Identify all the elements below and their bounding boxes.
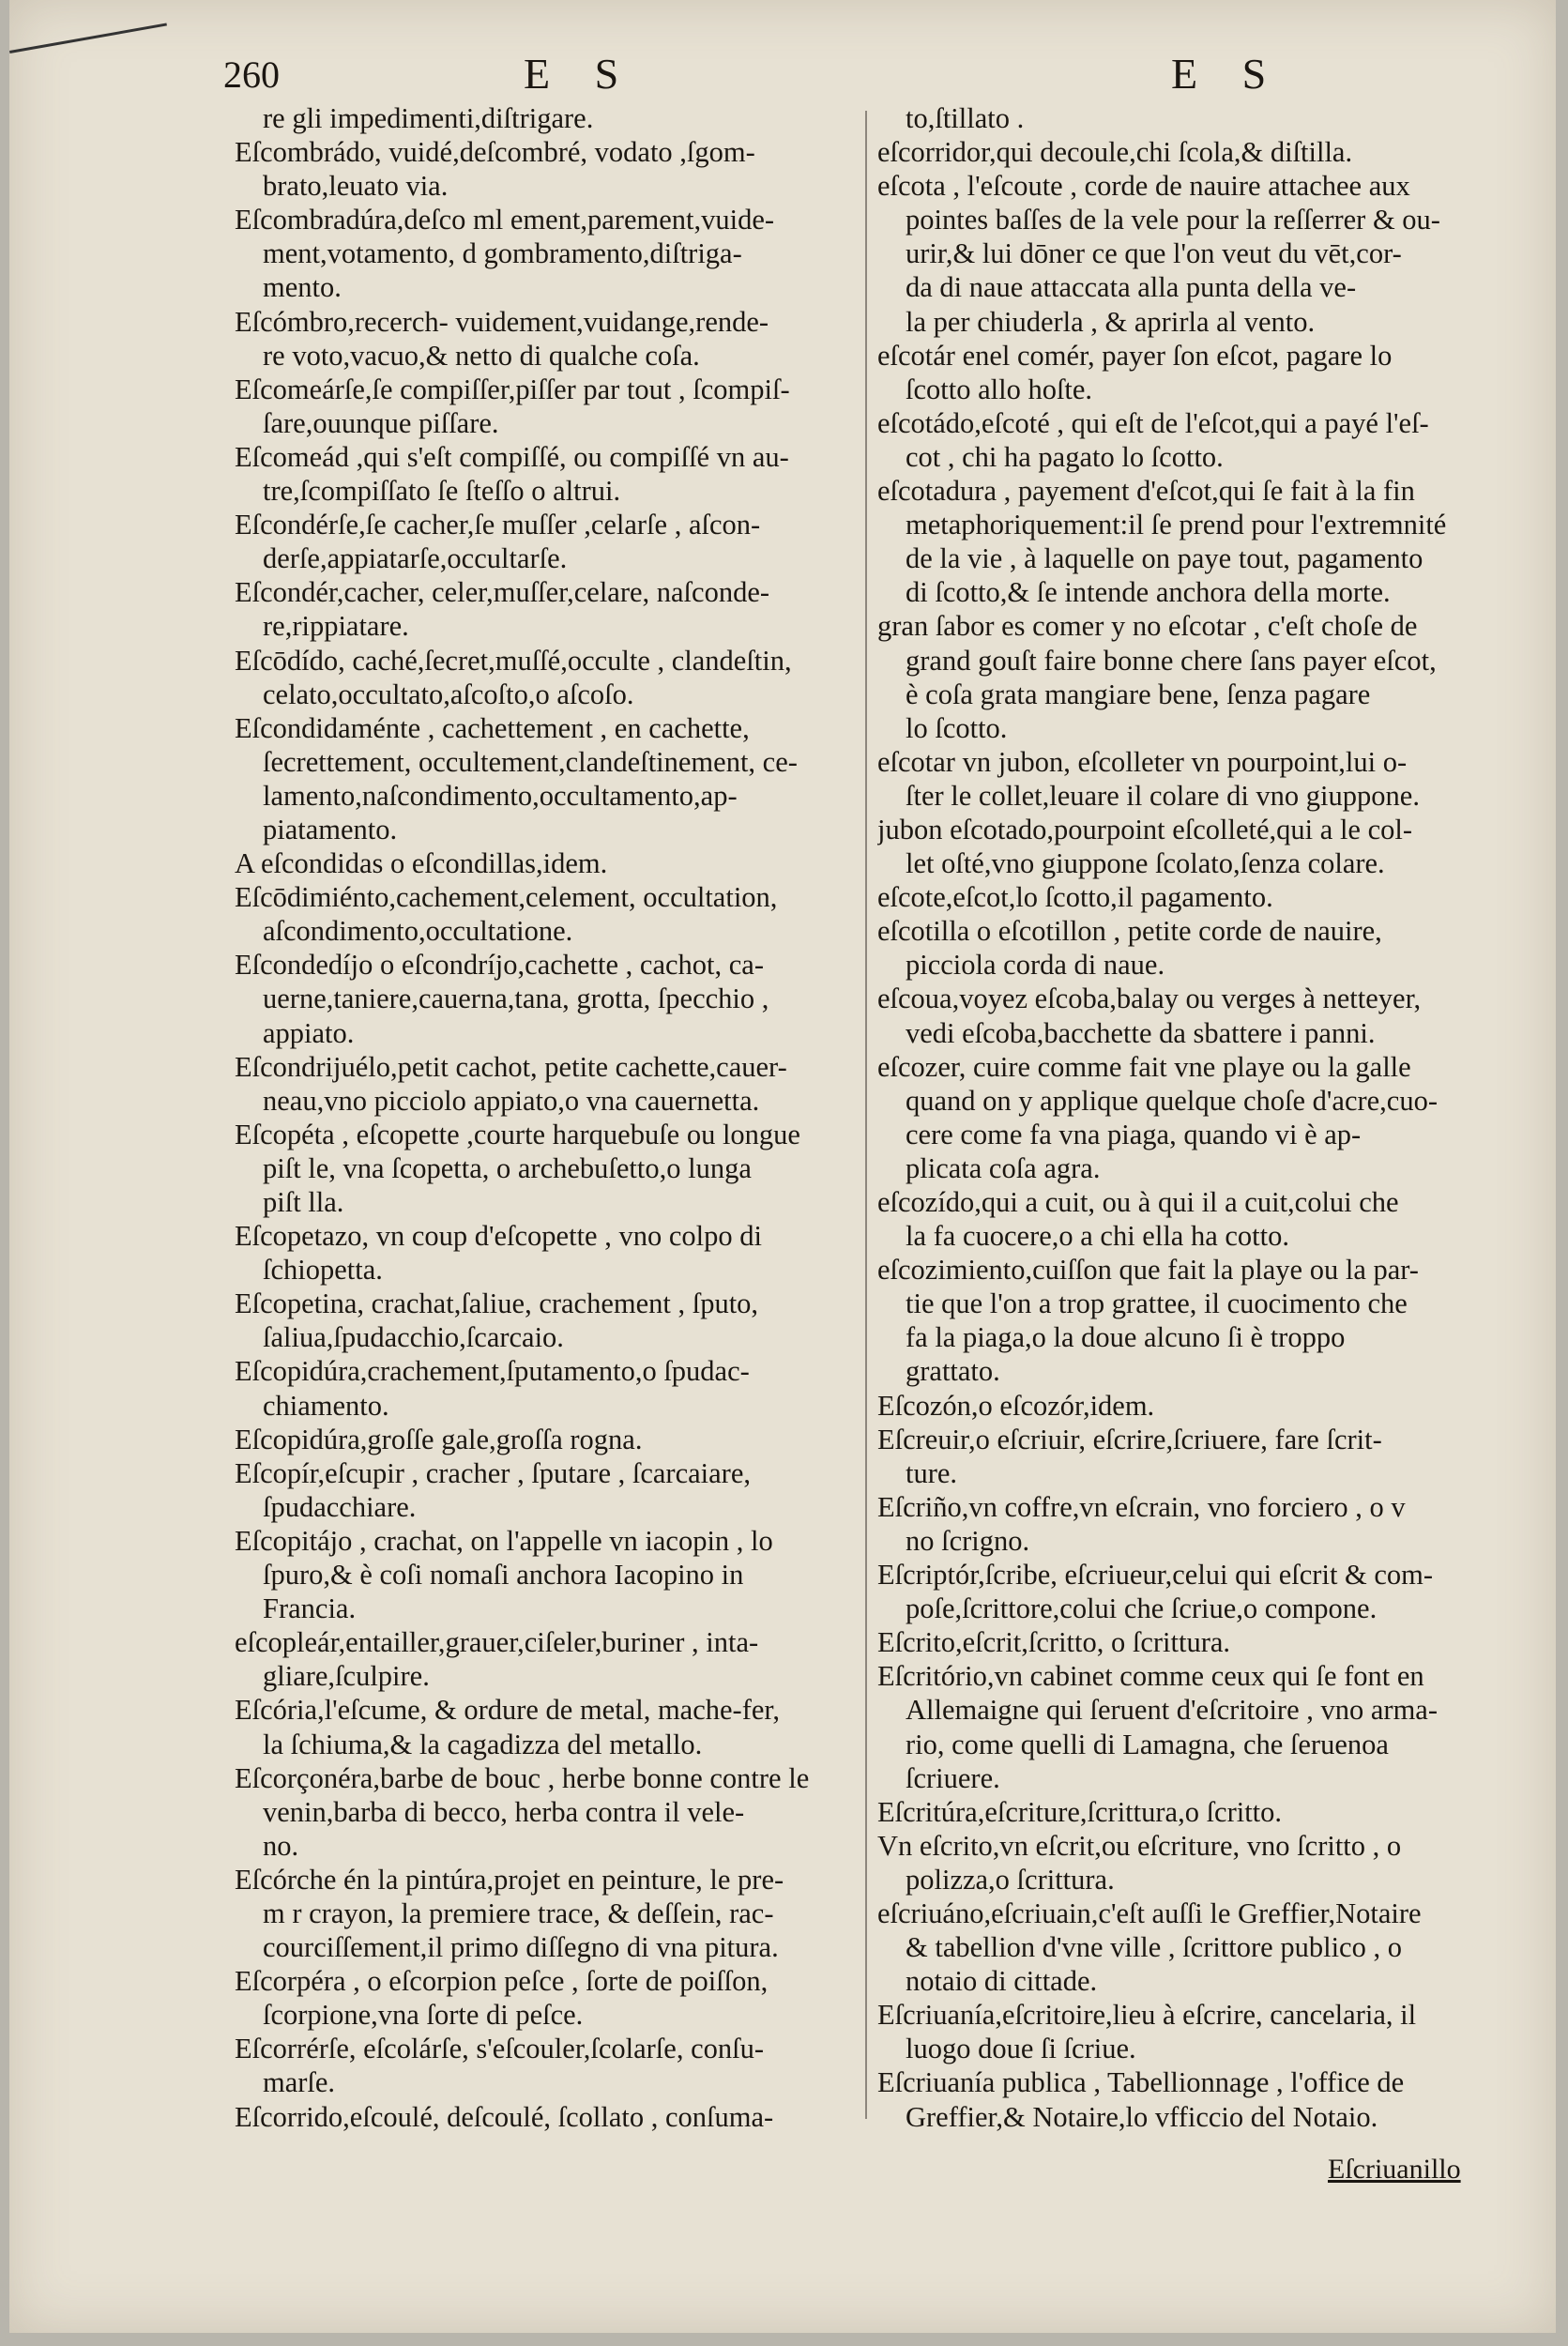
dictionary-entry (877, 339, 1506, 406)
entry-line: grand gouſt faire bonne chere ſans payer eſcot, (906, 644, 1437, 677)
entry-line: marſe. (263, 2066, 336, 2099)
entry-line: Francia. (263, 1592, 357, 1625)
entry-line: Eſcombradúra,deſco ml ement,parement,vuide- (235, 204, 775, 236)
dictionary-entry (877, 745, 1506, 813)
dictionary-entry (235, 2032, 865, 2099)
entry-line: Greffier,& Notaire,lo vfficcio del Notaio. (906, 2100, 1378, 2133)
entry-line: di ſcotto,& ſe intende anchora della morte. (906, 576, 1391, 609)
entry-line: eſcopleár,entailler,grauer,ciſeler,buriner , inta- (235, 1626, 759, 1659)
column-divider (865, 111, 867, 2119)
entry-line: ment,votamento, d gombramento,diſtriga- (263, 237, 742, 270)
entry-line: Eſcomeád ,qui s'eſt compiſſé, ou compiſſé vn au- (235, 440, 789, 473)
entry-line: Eſcómbro,recerch- vuidement,vuidange,rende- (235, 305, 769, 338)
entry-line: Eſcombrádo, vuidé,deſcombré, vodato ,ſgom- (235, 136, 755, 169)
entry-line: Eſcondrijuélo,petit cachot, petite cachette,cauer- (235, 1050, 787, 1083)
dictionary-entry (235, 373, 865, 440)
entry-line: plicata coſa agra. (906, 1151, 1101, 1184)
dictionary-entry (235, 1693, 865, 1760)
entry-line: eſcotilla o eſcotillon , petite corde de nauire, (877, 915, 1382, 948)
entry-line: jubon eſcotado,pourpoint eſcolleté,qui a le col- (877, 813, 1412, 845)
entry-line: venin,barba di becco, herba contra il vele- (263, 1795, 745, 1828)
entry-line: cot , chi ha pagato lo ſcotto. (906, 440, 1224, 473)
entry-line: tre,ſcompiſſato ſe ſteſſo o altrui. (263, 475, 621, 508)
entry-line: mento. (263, 271, 342, 304)
entry-line: ſcorpione,vna ſorte di peſce. (263, 1999, 584, 2032)
book-page (9, 0, 1556, 2333)
running-head-right: E S (1171, 50, 1284, 98)
dictionary-entry (877, 135, 1506, 169)
entry-line: to,ſtillato . (906, 102, 1025, 134)
dictionary-entry (235, 1118, 865, 1219)
entry-line: notaio di cittade. (906, 1965, 1098, 1998)
page-number: 260 (223, 53, 280, 96)
entry-line: Eſcopetina, crachat,ſaliue, crachement , ſputo, (235, 1287, 759, 1320)
entry-line: piatamento. (263, 813, 398, 845)
entry-line: ſter le collet,leuare il colare di vno giuppone. (906, 779, 1420, 812)
entry-line: poſe,ſcrittore,colui che ſcriue,o compone. (906, 1592, 1378, 1625)
entry-line: cere come fa vna piaga, quando vi è ap- (906, 1118, 1362, 1150)
entry-line: eſcote,eſcot,lo ſcotto,il pagamento. (877, 881, 1273, 914)
dictionary-entry (235, 203, 865, 304)
dictionary-entry (235, 846, 865, 880)
entry-line: neau,vno picciolo appiato,o vna cauernetta. (263, 1084, 760, 1117)
dictionary-entry (877, 914, 1506, 982)
entry-line: Eſcritório,vn cabinet comme ceux qui ſe font en (877, 1660, 1424, 1693)
entry-line: courciſſement,il primo diſſegno di vna pitura. (263, 1931, 779, 1964)
dictionary-entry (877, 609, 1506, 744)
entry-line: Eſcopidúra,groſſe gale,groſſa rogna. (235, 1423, 643, 1455)
entry-line: picciola corda di naue. (906, 949, 1165, 982)
entry-line: Eſcopetazo, vn coup d'eſcopette , vno colpo di (235, 1220, 762, 1253)
dictionary-entry (235, 1050, 865, 1118)
dictionary-entry (877, 1423, 1506, 1490)
entry-line: eſcorridor,qui decoule,chi ſcola,& diſtilla. (877, 136, 1353, 169)
dictionary-entry (877, 2065, 1506, 2133)
dictionary-entry (877, 474, 1506, 609)
dictionary-entry (235, 1524, 865, 1625)
entry-line: uerne,taniere,cauerna,tana, grotta, ſpecchio , (263, 983, 769, 1015)
dictionary-entry (877, 1389, 1506, 1423)
entry-line: lamento,naſcondimento,occultamento,ap- (263, 779, 738, 812)
dictionary-entry (235, 1456, 865, 1524)
dictionary-entry (235, 101, 865, 135)
entry-line: Eſcozón,o eſcozór,idem. (877, 1389, 1155, 1422)
entry-line: Eſcondér,cacher, celer,muſſer,celare, naſconde- (235, 576, 770, 609)
entry-line: pointes baſſes de la vele pour la reſſerrer & ou- (906, 204, 1440, 236)
entry-line: eſcotár enel comér, payer ſon eſcot, pagare lo (877, 339, 1393, 372)
catchword: Eſcriuanillo (1328, 2154, 1461, 2185)
entry-line: re gli impedimenti,diſtrigare. (263, 102, 594, 134)
dictionary-entry (877, 1897, 1506, 1998)
entry-line: Eſcorrido,eſcoulé, deſcoulé, ſcollato , conſuma- (235, 2100, 774, 2133)
dictionary-entry (877, 1998, 1506, 2065)
entry-line: la per chiuderla , & aprirla al vento. (906, 305, 1316, 338)
entry-line: chiamento. (263, 1389, 389, 1422)
entry-line: ſchiopetta. (263, 1254, 383, 1287)
entry-line: Eſcritúra,eſcriture,ſcrittura,o ſcritto. (877, 1795, 1283, 1828)
entry-line: la fa cuocere,o a chi ella ha cotto. (906, 1220, 1289, 1253)
entry-line: no ſcrigno. (906, 1524, 1030, 1557)
dictionary-entry (877, 880, 1506, 914)
dictionary-entry (235, 2100, 865, 2134)
entry-line: appiato. (263, 1016, 355, 1049)
dictionary-entry (235, 880, 865, 948)
entry-line: ſpuro,& è coſi nomaſi anchora Iacopino in (263, 1559, 744, 1592)
entry-line: la ſchiuma,& la cagadizza del metallo. (263, 1728, 703, 1760)
entry-line: grattato. (906, 1355, 1000, 1388)
entry-line: urir,& lui dōner ce que l'on veut du vēt,cor- (906, 237, 1402, 270)
entry-line: m r crayon, la premiere trace, & deſſein, rac- (263, 1897, 774, 1929)
entry-line: è coſa grata mangiare bene, ſenza pagare (906, 678, 1371, 710)
entry-line: vedi eſcoba,bacchette da sbattere i panni. (906, 1016, 1376, 1049)
entry-line: eſcota , l'eſcoute , corde de nauire attachee aux (877, 170, 1410, 203)
entry-line: piſt le, vna ſcopetta, o archebuſetto,o lunga (263, 1151, 752, 1184)
entry-line: Eſcopéta , eſcopette ,courte harquebuſe ou longue (235, 1118, 800, 1150)
entry-line: Eſcriño,vn coffre,vn eſcrain, vno forciero , o v (877, 1490, 1406, 1523)
entry-line: tie que l'on a trop grattee, il cuocimento che (906, 1287, 1408, 1320)
entry-line: Eſcopír,eſcupir , cracher , ſputare , ſcarcaiare, (235, 1456, 751, 1489)
entry-line: da di naue attaccata alla punta della ve- (906, 271, 1357, 304)
entry-line: Eſcondidaménte , cachettement , en cachette, (235, 711, 750, 744)
dictionary-entry (235, 948, 865, 1049)
dictionary-entry (877, 101, 1506, 135)
dictionary-entry (235, 575, 865, 643)
entry-line: derſe,appiatarſe,occultarſe. (263, 542, 568, 575)
dictionary-entry (235, 1625, 865, 1693)
entry-line: eſcozer, cuire comme fait vne playe ou la galle (877, 1050, 1411, 1083)
entry-line: piſt lla. (263, 1186, 344, 1218)
dictionary-entry (235, 1423, 865, 1456)
dictionary-entry (235, 305, 865, 373)
dictionary-entry (877, 1659, 1506, 1794)
running-head-left: E S (524, 50, 636, 98)
entry-line: ture. (906, 1456, 958, 1489)
entry-line: Eſcriuanía publica , Tabellionnage , l'office de (877, 2066, 1405, 2099)
entry-line: lo ſcotto. (906, 711, 1008, 744)
entry-line: Vn eſcrito,vn eſcrit,ou eſcriture, vno ſcritto , o (877, 1829, 1402, 1862)
entry-line: metaphoriquement:il ſe prend pour l'extremnité (906, 509, 1447, 541)
entry-line: Eſcória,l'eſcume, & ordure de metal, mache-fer, (235, 1694, 780, 1727)
dictionary-entry (235, 1964, 865, 2032)
entry-line: eſcozído,qui a cuit, ou à qui il a cuit,colui che (877, 1186, 1399, 1218)
dictionary-entry (877, 169, 1506, 338)
dictionary-entry (235, 1761, 865, 1863)
entry-line: Eſcreuir,o eſcriuir, eſcrire,ſcriuere, fare ſcrit- (877, 1423, 1382, 1455)
entry-line: luogo doue ſi ſcriue. (906, 2033, 1136, 2065)
dictionary-entry (877, 1050, 1506, 1185)
entry-line: ſare,ouunque piſſare. (263, 406, 499, 439)
entry-line: brato,leuato via. (263, 170, 449, 203)
entry-line: ſcriuere. (906, 1761, 1000, 1794)
dictionary-entry (877, 1558, 1506, 1625)
entry-line: Eſcorpéra , o eſcorpion peſce , ſorte de poiſſon, (235, 1965, 769, 1998)
dictionary-entry (877, 1795, 1506, 1829)
entry-line: aſcondimento,occultatione. (263, 915, 573, 948)
entry-line: eſcozimiento,cuiſſon que fait la playe ou la par- (877, 1254, 1419, 1287)
dictionary-entry (877, 982, 1506, 1049)
dictionary-entry (235, 644, 865, 711)
entry-line: ſaliua,ſpudacchio,ſcarcaio. (263, 1321, 564, 1354)
entry-line: Eſcōdído, caché,ſecret,muſſé,occulte , clandeſtin, (235, 644, 792, 677)
dictionary-entry (877, 1185, 1506, 1253)
right-column (877, 101, 1506, 2134)
entry-line: eſcriuáno,eſcriuain,c'eſt auſſi le Greffier,Notaire (877, 1897, 1422, 1929)
entry-line: Eſcōdimiénto,cachement,celement, occultation, (235, 881, 778, 914)
entry-line: ſpudacchiare. (263, 1490, 417, 1523)
entry-line: gran ſabor es comer y no eſcotar , c'eſt choſe de (877, 610, 1418, 643)
entry-line: Eſcrito,eſcrit,ſcritto, o ſcrittura. (877, 1626, 1231, 1659)
entry-line: ſecrettement, occultement,clandeſtinement, ce- (263, 745, 798, 778)
entry-line: Eſcopidúra,crachement,ſputamento,o ſpudac- (235, 1355, 750, 1388)
dictionary-entry (235, 711, 865, 846)
entry-line: & tabellion d'vne ville , ſcrittore publico , o (906, 1931, 1402, 1964)
entry-line: ſcotto allo hoſte. (906, 373, 1093, 405)
entry-line: Eſcondedíjo o eſcondríjo,cachette , cachot, ca- (235, 949, 764, 982)
entry-line: quand on y applique quelque choſe d'acre,cuo- (906, 1084, 1438, 1117)
dictionary-entry (235, 135, 865, 203)
entry-line: A eſcondidas o eſcondillas,idem. (235, 847, 608, 880)
entry-line: re voto,vacuo,& netto di qualche coſa. (263, 339, 700, 372)
left-column (235, 101, 865, 2134)
dictionary-entry (877, 1253, 1506, 1388)
dictionary-entry (877, 1625, 1506, 1659)
entry-line: Eſcorçonéra,barbe de bouc , herbe bonne contre le (235, 1761, 810, 1794)
entry-line: Eſcorrérſe, eſcolárſe, s'eſcouler,ſcolarſe, conſu- (235, 2033, 764, 2065)
entry-line: celato,occultato,aſcoſto,o aſcoſo. (263, 678, 634, 710)
dictionary-entry (235, 1219, 865, 1287)
page-corner-mark (9, 23, 167, 53)
dictionary-entry (235, 508, 865, 575)
entry-line: Eſcriuanía,eſcritoire,lieu à eſcrire, cancelaria, il (877, 1999, 1417, 2032)
entry-line: no. (263, 1829, 299, 1862)
entry-line: eſcotadura , payement d'eſcot,qui ſe fait à la fin (877, 475, 1415, 508)
entry-line: Eſcomeárſe,ſe compiſſer,piſſer par tout , ſcompiſ- (235, 373, 790, 405)
dictionary-entry (877, 1829, 1506, 1897)
entry-line: re,rippiatare. (263, 610, 409, 643)
entry-line: gliare,ſculpire. (263, 1660, 430, 1693)
entry-line: de la vie , à laquelle on paye tout, pagamento (906, 542, 1423, 575)
dictionary-entry (877, 813, 1506, 880)
dictionary-entry (235, 1287, 865, 1354)
entry-line: fa la piaga,o la doue alcuno ſi è troppo (906, 1321, 1346, 1354)
entry-line: let oſté,vno giuppone ſcolato,ſenza colare. (906, 847, 1385, 880)
entry-line: Allemaigne qui ſeruent d'eſcritoire , vno arma- (906, 1694, 1438, 1727)
entry-line: eſcotádo,eſcoté , qui eſt de l'eſcot,qui a payé l'eſ- (877, 406, 1429, 439)
entry-line: Eſcórche én la pintúra,projet en peinture, le pre- (235, 1863, 784, 1896)
entry-line: polizza,o ſcrittura. (906, 1863, 1115, 1896)
entry-line: Eſcriptór,ſcribe, eſcriueur,celui qui eſcrit & com- (877, 1559, 1434, 1592)
dictionary-entry (235, 1354, 865, 1422)
entry-line: eſcotar vn jubon, eſcolleter vn pourpoint,lui o- (877, 745, 1408, 778)
entry-line: Eſcopitájo , crachat, on l'appelle vn iacopin , lo (235, 1524, 773, 1557)
dictionary-entry (235, 440, 865, 508)
dictionary-entry (235, 1863, 865, 1964)
entry-line: Eſcondérſe,ſe cacher,ſe muſſer ,celarſe , aſcon- (235, 509, 761, 541)
entry-line: eſcoua,voyez eſcoba,balay ou verges à netteyer, (877, 983, 1422, 1015)
entry-line: rio, come quelli di Lamagna, che ſeruenoa (906, 1728, 1389, 1760)
dictionary-entry (877, 406, 1506, 474)
dictionary-entry (877, 1490, 1506, 1558)
